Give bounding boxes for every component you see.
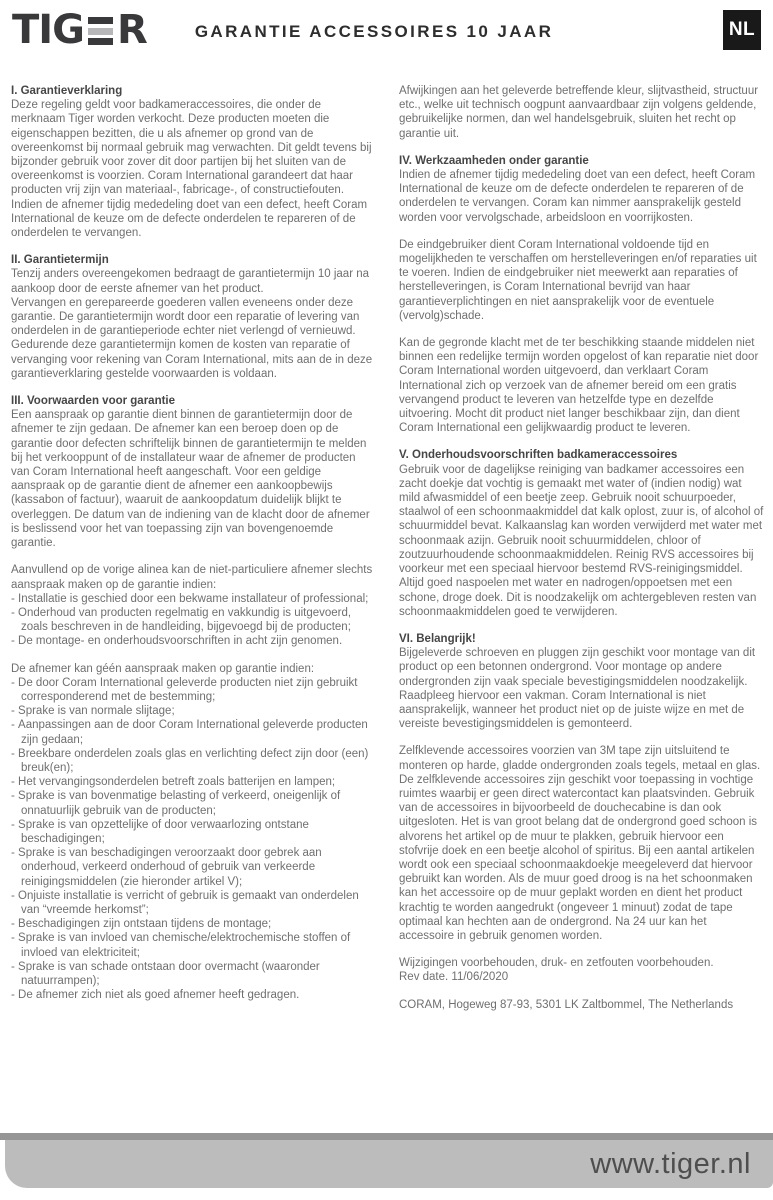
section-6-body-1: Bijgeleverde schroeven en pluggen zijn geschikt voor montage van dit product op een betonnen ondergrond. Voor montage op andere ondergronden zijn vaak speciale bevestigingsmiddelen noodzakelijk. Raadpleeg hiervoor een vakman. Coram International is niet aansprakelijk, wanneer het product niet op de juiste wijze en met de vereiste bevestigingsmiddelen is gemonteerd.: [399, 647, 756, 731]
extra-condition-item: - De montage- en onderhoudsvoorschriften in acht zijn genomen.: [11, 634, 376, 648]
section-6-heading: VI. Belangrijk!: [399, 632, 476, 645]
section-3-body: Een aanspraak op garantie dient binnen de garantietermijn door de afnemer te zijn gedaan. De afnemer kan een beroep doen op de garantie door defecten schriftelijk binnen de garantietermijn te melden bij het verkooppunt of de installateur waar de afnemer de producten van Coram International heeft aangeschaft. Voor een geldige aanspraak op de garantie dient de afnemer een aankoopbewijs (kassabon of factuur), waaruit de aankoopdatum duidelijk blijkt te overleggen. De datum van de indiening van de klacht door de afnemer is beslissend voor het van toepassing zijn van bovengenoemde garantie.: [11, 409, 370, 550]
revision-date: Rev date. 11/06/2020: [399, 971, 509, 984]
section-2-body-1: Tenzij anders overeengekomen bedraagt de garantietermijn 10 jaar na aankoop door de eerste afnemer van het product.: [11, 268, 370, 295]
company-address: CORAM, Hogeweg 87-93, 5301 LK Zaltbommel, The Netherlands: [399, 998, 734, 1011]
no-claim-item: - De afnemer zich niet als goed afnemer heeft gedragen.: [11, 988, 376, 1002]
section-4-body-2: De eindgebruiker dient Coram International voldoende tijd en mogelijkheden te verschaffen om herstelleveringen en/of reparaties uit te voeren. Indien de eindgebruiker niet meewerkt aan reparaties of herstelleveringen, is Coram International bevrijd van haar garantieverplichtingen en niet aansprakelijk voor de eventuele (vervolg)schade.: [399, 238, 757, 322]
no-claim-item: - De door Coram International geleverde producten niet zijn gebruikt corresponderend met de bestemming;: [11, 676, 376, 704]
section-1-heading: I. Garantieverklaring: [11, 85, 123, 97]
country-badge: NL: [723, 10, 761, 50]
section-4-body-1: Indien de afnemer tijdig mededeling doet van een defect, heeft Coram International de keuze om de defecte onderdelen te repareren of de onderdelen te vervangen. Coram kan nimmer aansprakelijk gesteld worden voor vervolgschade, arbeidsloon en voorrijkosten.: [399, 169, 756, 224]
disclaimer-text: Wijzigingen voorbehouden, druk- en zetfouten voorbehouden.: [399, 957, 714, 970]
no-claim-item: - Sprake is van normale slijtage;: [11, 704, 376, 718]
section-6-body-2: Zelfklevende accessoires voorzien van 3M tape zijn uitsluitend te monteren op harde, gladde ondergronden zoals tegels, metaal en glas. De zelfklevende accessoires zijn geschikt voor toepassing in vochtige ruimtes waarbij er geen direct watercontact kan plaatsvinden. Gebruik van de accessoires in bijvoorbeeld de douchecabine is dan ook uitgesloten. Het is van groot belang dat de ondergrond goed schoon is alvorens het artikel op de muur te plakken, gebruik hiervoor een stofvrije doek en een beetje alcohol of spiritus. Bij een aantal artikelen wordt ook een speciaal schoonmaakdoekje meegeleverd dat hiervoor gebruikt kan worden. Als de muur goed droog is na het schoonmaken kan het accessoire op de muur geplakt worden en dient het product krachtig te worden aangedrukt (ongeveer 1 minuut) zodat de tape optimaal kan hechten aan de ondergrond. Na 24 uur kan het accessoire in gebruik genomen worden.: [399, 745, 761, 942]
logo-e-bars-icon: [88, 17, 113, 45]
document-header: [0, 0, 773, 80]
no-claim-item: - Sprake is van invloed van chemische/elektrochemische stoffen of invloed van elektriciteit;: [11, 931, 376, 959]
extra-condition-item: - Installatie is geschied door een bekwame installateur of professional;: [11, 592, 376, 606]
no-claim-item: - Sprake is van beschadigingen veroorzaakt door gebrek aan onderhoud, verkeerd onderhoud of gebruik van verkeerde reinigingsmiddelen (zie hieronder artikel V);: [11, 846, 376, 889]
no-claim-item: - Onjuiste installatie is verricht of gebruik is gemaakt van onderdelen van “vreemde herkomst”;: [11, 889, 376, 917]
section-2-body-3: Gedurende deze garantietermijn komen de kosten van reparatie of vervanging voor rekening van Coram International, mits aan de in deze garantieverklaring gestelde voorwaarden is voldaan.: [11, 339, 373, 380]
footer-bar: [0, 1133, 773, 1188]
no-claim-item: - Sprake is van opzettelijke of door verwaarlozing ontstane beschadigingen;: [11, 818, 376, 846]
page-title: GARANTIE ACCESSOIRES 10 JAAR: [194, 22, 554, 41]
deviations-paragraph: Afwijkingen aan het geleverde betreffende kleur, slijtvastheid, structuur etc., welke uit technisch oogpunt aanvaardbaar zijn volgens geldende, gebruikelijke normen, dan wel handelsgebruik, sluiten het recht op garantie uit.: [399, 85, 759, 140]
section-5-heading: V. Onderhoudsvoorschriften badkameraccessoires: [399, 449, 678, 462]
no-claim-item: - Het vervangingsonderdelen betreft zoals batterijen en lampen;: [11, 775, 376, 789]
footer-top-strip: [0, 1133, 773, 1140]
section-4-heading: IV. Werkzaamheden onder garantie: [399, 154, 589, 167]
no-claim-item: - Aanpassingen aan de door Coram International geleverde producten zijn gedaan;: [11, 718, 376, 746]
no-claim-item: - Beschadigingen zijn ontstaan tijdens de montage;: [11, 917, 376, 931]
footer-main-bar: [5, 1140, 773, 1188]
no-claim-item: - Breekbare onderdelen zoals glas en verlichting defect zijn door (een) breuk(en);: [11, 747, 376, 775]
section-3-heading: III. Voorwaarden voor garantie: [11, 395, 176, 408]
website-url: www.tiger.nl: [590, 1147, 751, 1180]
document-body: [11, 84, 764, 1025]
tiger-logo: [12, 8, 147, 52]
extra-conditions-intro: Aanvullend op de vorige alinea kan de niet-particuliere afnemer slechts aanspraak maken op de garantie indien:: [11, 564, 373, 591]
section-4-body-3: Kan de gegronde klacht met de ter beschikking staande middelen niet binnen een redelijke termijn worden opgelost of kan reparatie niet door Coram International worden uitgevoerd, dan verklaart Coram International zich op verzoek van de afnemer bereid om een gratis vervangend product te leveren van hetzelfde type en dezelfde uitvoering. Mocht dit product niet langer beschikbaar zijn, dan dient Coram International een gelijkwaardig product te leveren.: [399, 337, 759, 435]
logo-text-left: TIG: [12, 7, 84, 53]
no-claim-intro: De afnemer kan géén aanspraak maken op garantie indien:: [11, 662, 315, 675]
logo-text-right: R: [117, 7, 147, 53]
section-2-heading: II. Garantietermijn: [11, 254, 109, 267]
right-column: [399, 84, 764, 1025]
extra-condition-item: - Onderhoud van producten regelmatig en vakkundig is uitgevoerd, zoals beschreven in de handleiding, bijgevoegd bij de producten;: [11, 606, 376, 634]
section-2-body-2: Vervangen en gerepareerde goederen vallen eveneens onder deze garantie. De garantietermijn wordt door een reparatie of levering van onderdelen in de garantieperiode echter niet verlengd of vernieuwd.: [11, 296, 360, 338]
left-column: [11, 84, 376, 1025]
no-claim-item: - Sprake is van bovenmatige belasting of verkeerd, oneigenlijk of onnatuurlijk gebruik van de producten;: [11, 789, 376, 817]
section-1-body: Deze regeling geldt voor badkameraccessoires, die onder de merknaam Tiger worden verkocht. Deze producten moeten die eigenschappen bezitten, die u als afnemer op grond van de overeenkomst bij normaal gebruik mag verwachten. Dit geldt tevens bij bijzonder gebruik voor zover dit door partijen bij het sluiten van de overeenkomst is voorzien. Coram International garandeert dat haar producten vrij zijn van materiaal-, fabricage-, of constructiefouten. Indien de afnemer tijdig mededeling doet van een defect, heeft Coram International de keuze om de defecte onderdelen te repareren of de onderdelen te vervangen.: [11, 99, 372, 240]
section-5-body: Gebruik voor de dagelijkse reiniging van badkamer accessoires een zacht doekje dat vochtig is gemaakt met water of (indien nodig) wat mild afwasmiddel of een beetje zeep. Gebruik nooit schuurpoeder, staalwol of een schoonmaakmiddel dat kalk oplost, zuur is, of alcohol of schuurmiddel bevat. Kalkaanslag kan worden verwijderd met water met schoonmaak azijn. Gebruik nooit schuurmiddelen, chloor of zoutzuurhoudende schoonmaakmiddelen. Reinig RVS accessoires bij voorkeur met een speciaal hiervoor bestemd RVS-reinigingsmiddel. Altijd goed naspoelen met water en nadrogen/oppoetsen met een schone, droge doek. Dit is noodzakelijk om achtergebleven resten van schoonmaakmiddelen goed te verwijderen.: [399, 463, 764, 618]
no-claim-item: - Sprake is van schade ontstaan door overmacht (waaronder natuurrampen);: [11, 960, 376, 988]
